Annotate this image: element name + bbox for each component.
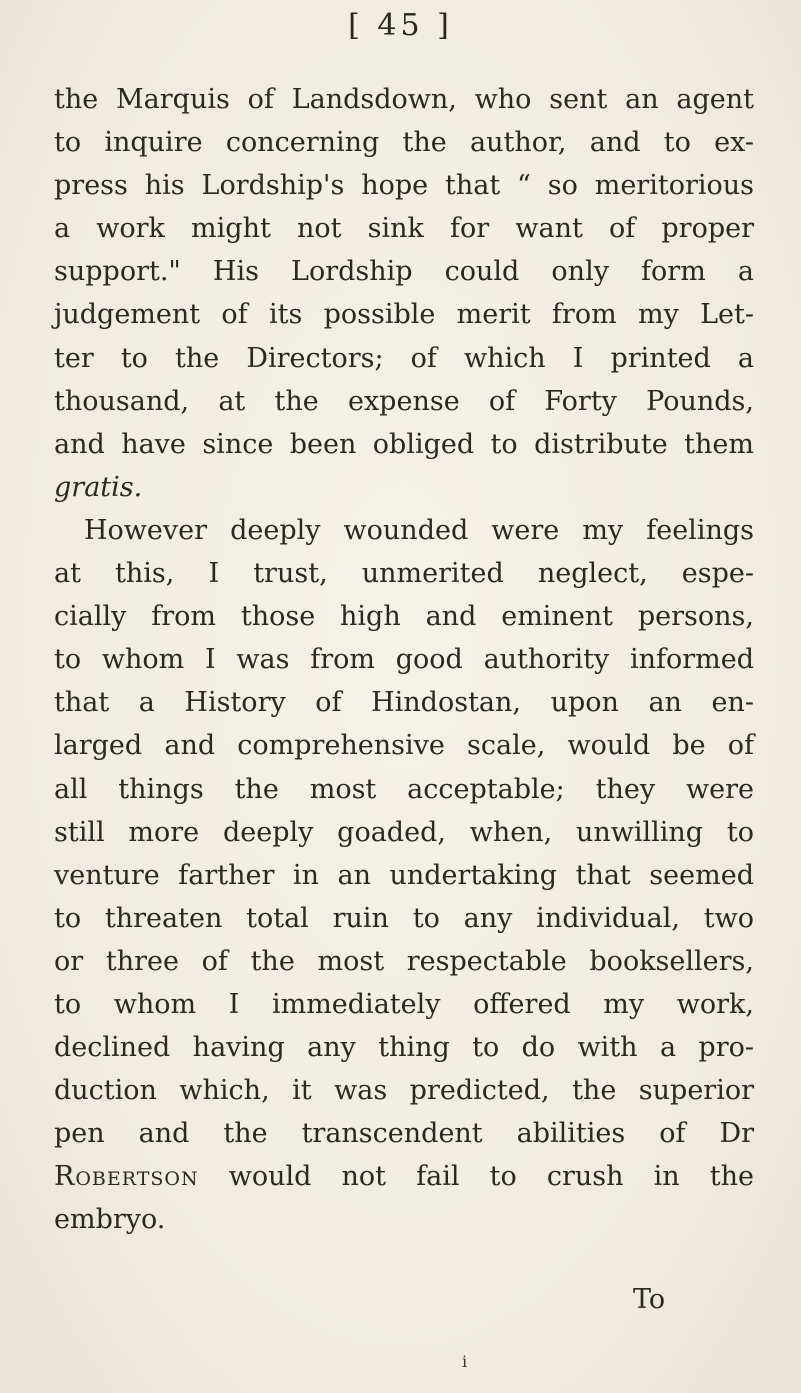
signature-mark: i: [462, 1352, 468, 1371]
text-line: that a History of Hindostan, upon an en-: [54, 687, 754, 719]
body-text: [54, 78, 754, 1242]
text-line: ter to the Directors; of which I printed a: [54, 342, 754, 374]
text-line: cially from those high and eminent persons,: [54, 601, 754, 633]
text-line: thousand, at the expense of Forty Pounds,: [54, 385, 754, 417]
catchword: To: [633, 1284, 666, 1315]
text-line: duction which, it was predicted, the superior: [54, 1075, 754, 1107]
text-line: to whom I was from good authority informed: [54, 644, 754, 676]
text-line-robertson: [54, 1155, 754, 1198]
text-line: all things the most acceptable; they were: [54, 773, 754, 805]
text-line: or three of the most respectable booksellers,: [54, 945, 754, 977]
text-line-final: embryo.: [54, 1204, 166, 1236]
text-line: still more deeply goaded, when, unwilling to: [54, 816, 754, 848]
text-line: declined having any thing to do with a pro-: [54, 1032, 754, 1064]
text-line: to inquire concerning the author, and to ex-: [54, 127, 754, 159]
robertson-name: Robertson: [54, 1161, 199, 1193]
text-line: support." His Lordship could only form a: [54, 256, 754, 288]
text-line: to threaten total ruin to any individual, two: [54, 902, 754, 934]
page-number: [ 45 ]: [348, 8, 453, 43]
text-line: and have since been obliged to distribute them: [54, 428, 754, 460]
text-line: larged and comprehensive scale, would be of: [54, 730, 754, 762]
text-line: to whom I immediately offered my work,: [54, 988, 754, 1020]
text-line: venture farther in an undertaking that seemed: [54, 859, 754, 891]
text-line: pen and the transcendent abilities of Dr: [54, 1118, 754, 1150]
text-line: a work might not sink for want of proper: [54, 213, 754, 245]
text-line: However deeply wounded were my feelings: [84, 514, 754, 546]
robertson-rest: would not fail to crush in the: [198, 1161, 754, 1193]
text-line: judgement of its possible merit from my Let-: [54, 299, 754, 331]
text-line: the Marquis of Landsdown, who sent an agent: [54, 84, 754, 115]
text-line: at this, I trust, unmerited neglect, espe-: [54, 558, 754, 590]
text-line: press his Lordship's hope that “ so meritorious: [54, 170, 754, 202]
text-line-gratis: gratis.: [54, 471, 143, 503]
